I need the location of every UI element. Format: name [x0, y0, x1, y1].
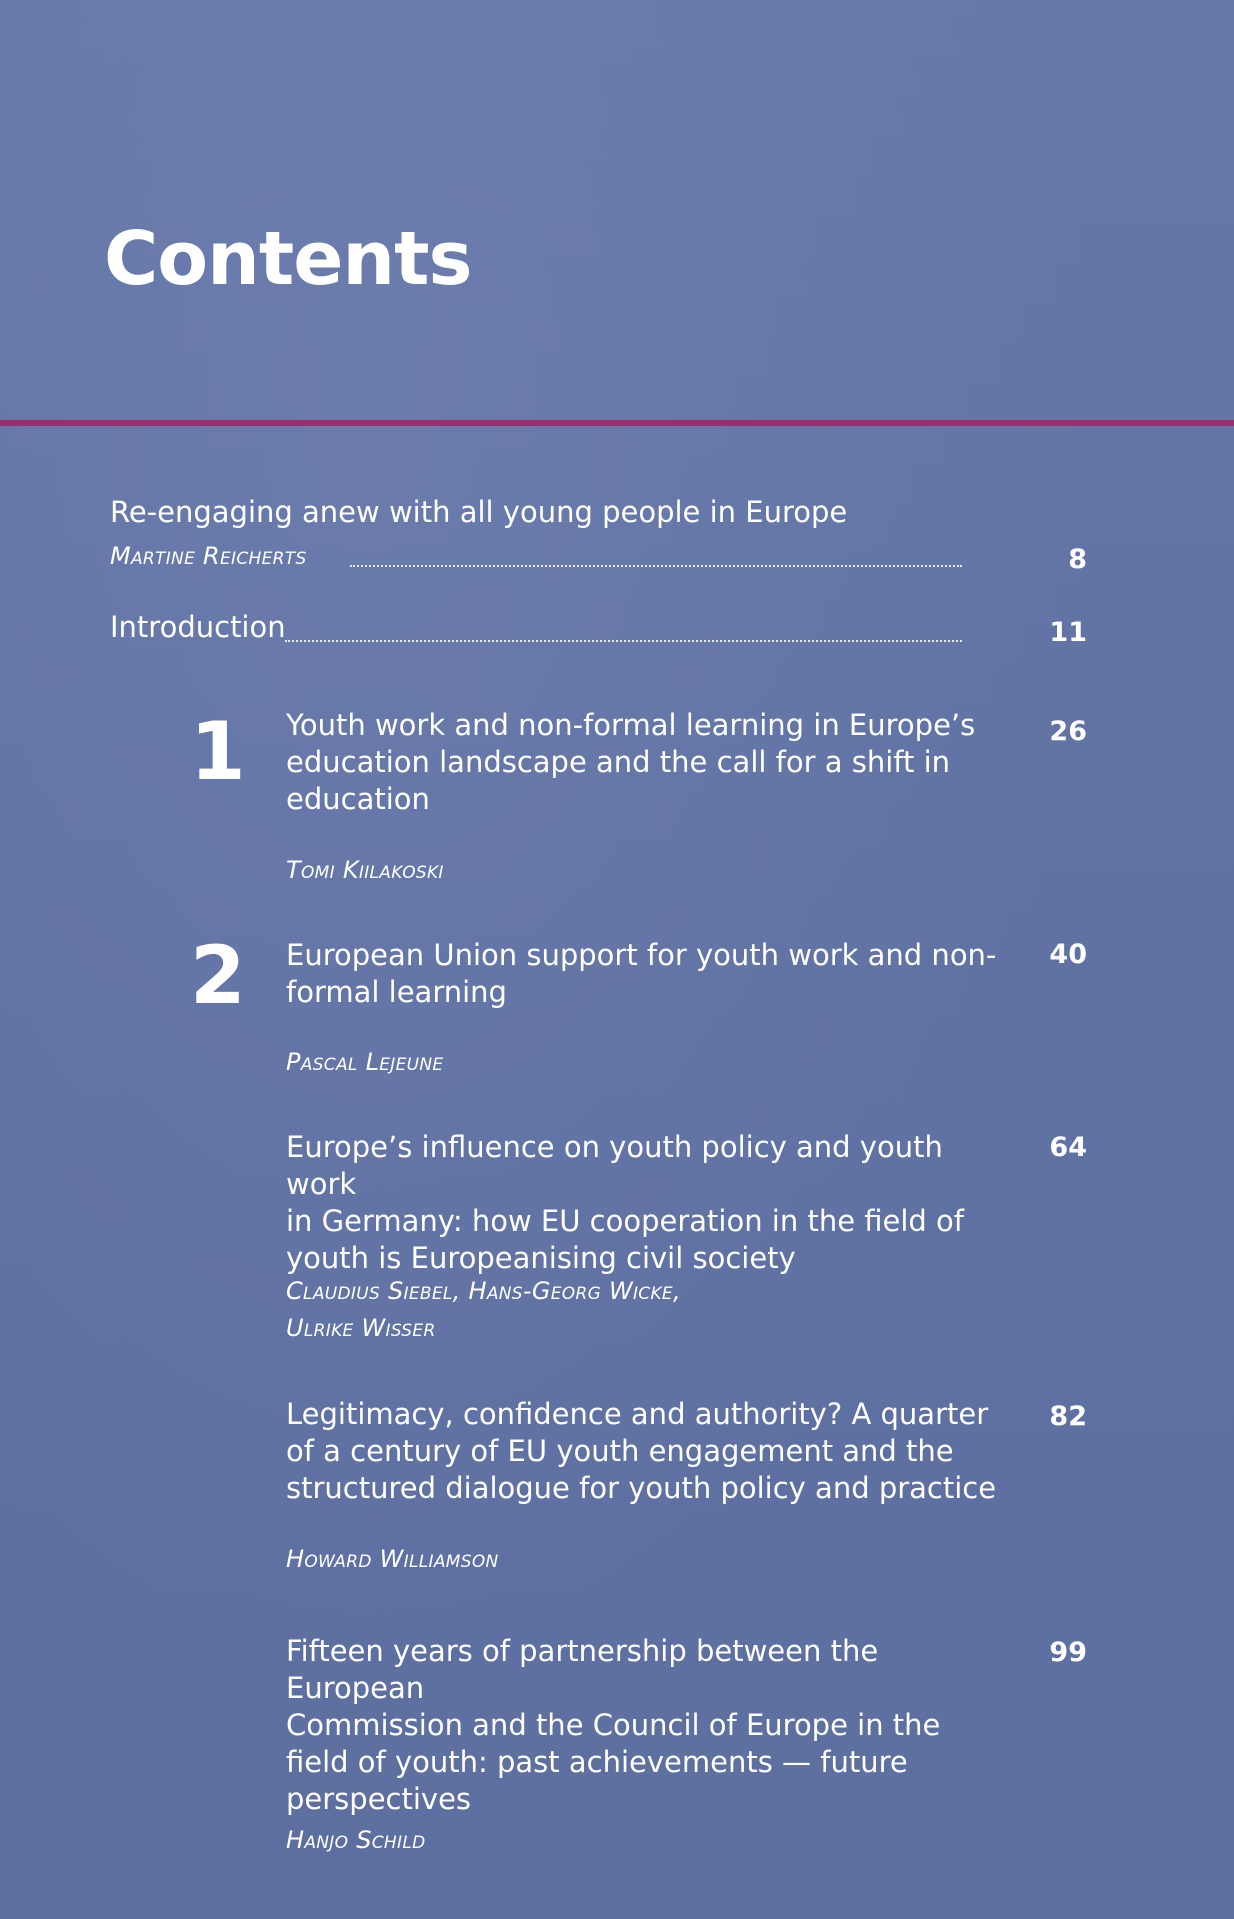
entry-author: Howard Williamson [286, 1545, 499, 1573]
entry-title-line: Youth work and non-formal learning in Europe’s [286, 708, 976, 742]
front-entry-author: Martine Reicherts [110, 542, 307, 570]
page-number: 99 [1049, 1637, 1087, 1668]
entry-title-line: Europe’s influence on youth policy and youth work [286, 1130, 943, 1201]
leader-dots [350, 565, 962, 567]
entry-title-line: education [286, 782, 430, 816]
entry-title-line: field of youth: past achievements — future [286, 1745, 908, 1779]
divider-rule [0, 420, 1234, 426]
chapter-number: 2 [190, 929, 246, 1022]
entry-title-line: formal learning [286, 975, 507, 1009]
entry-title-line: youth is Europeanising civil society [286, 1241, 796, 1275]
page-number: 64 [1049, 1132, 1087, 1163]
page-number: 26 [1049, 716, 1087, 747]
entry-author: Ulrike Wisser [286, 1314, 436, 1342]
page-number: 11 [1049, 617, 1087, 648]
page-number: 40 [1049, 939, 1087, 970]
chapter-number: 1 [190, 705, 246, 798]
entry-title-line: of a century of EU youth engagement and the [286, 1434, 954, 1468]
entry-title-line: Fifteen years of partnership between the European [286, 1634, 879, 1705]
front-entry-title: Re-engaging anew with all young people in Europe [110, 495, 848, 529]
toc-entry [286, 937, 1006, 1011]
entry-author: Pascal Lejeune [286, 1048, 444, 1076]
entry-author: Tomi Kiilakoski [286, 856, 444, 884]
entry-title-line: perspectives [286, 1782, 472, 1816]
entry-title-line: in Germany: how EU cooperation in the field of [286, 1204, 965, 1238]
page-number: 82 [1049, 1401, 1087, 1432]
entry-title-line: education landscape and the call for a shift in [286, 745, 951, 779]
entry-title-line: structured dialogue for youth policy and practice [286, 1471, 997, 1505]
page-title: Contents [104, 216, 472, 302]
toc-entry [286, 1129, 1006, 1277]
toc-entry [286, 707, 1006, 818]
entry-author: Hanjo Schild [286, 1826, 426, 1854]
entry-author: Claudius Siebel, Hans-Georg Wicke, [286, 1277, 681, 1305]
toc-entry [286, 1396, 1006, 1507]
entry-title-line: Legitimacy, confidence and authority? A quarter [286, 1397, 989, 1431]
front-entry-title: Introduction [110, 610, 286, 644]
toc-entry [286, 1633, 1006, 1818]
entry-title-line: Commission and the Council of Europe in the [286, 1708, 941, 1742]
entry-title-line: European Union support for youth work and non- [286, 938, 997, 972]
leader-dots [285, 640, 962, 642]
page-number: 8 [1068, 544, 1087, 575]
